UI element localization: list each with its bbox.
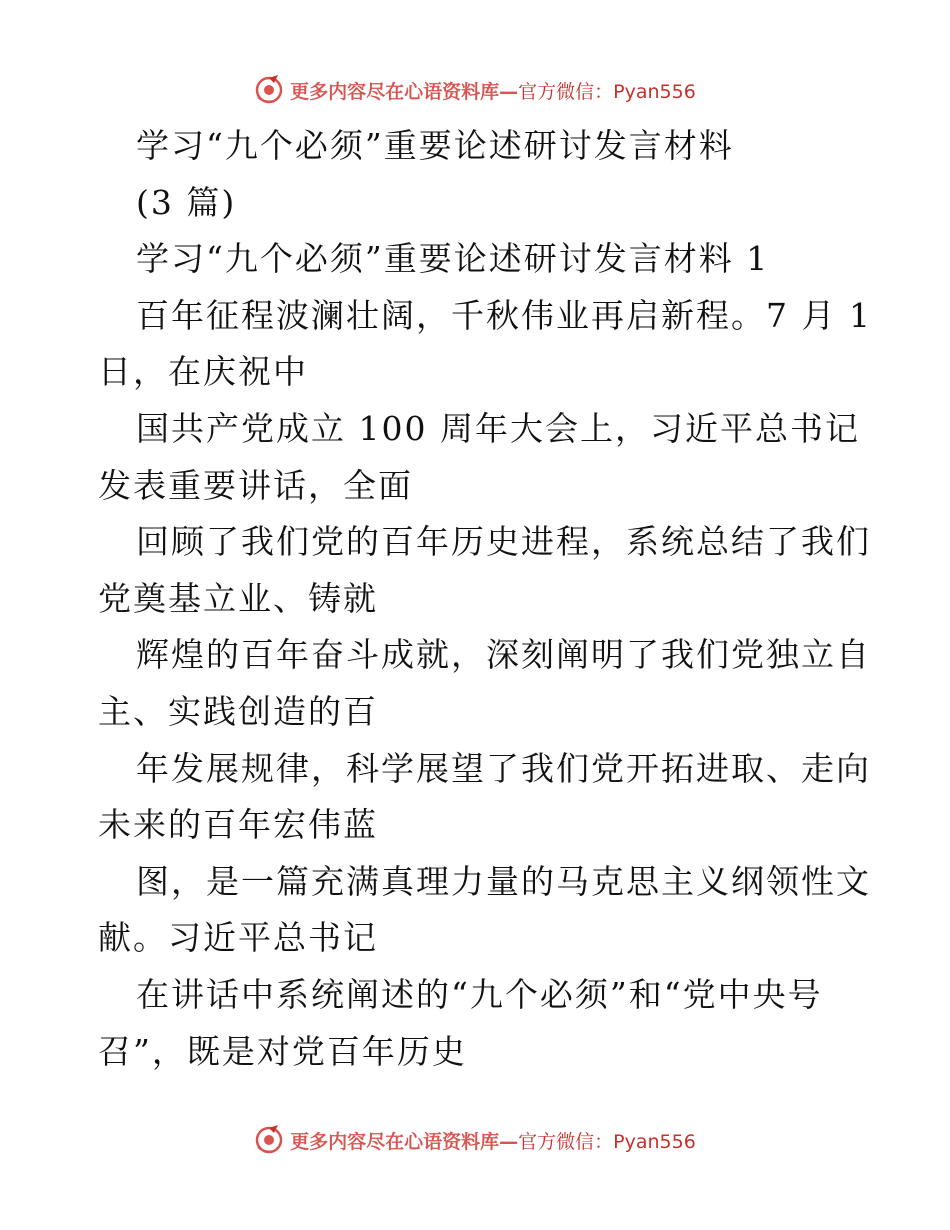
doc-line: 发表重要讲话，全面 (98, 465, 413, 505)
footer-banner (0, 1120, 950, 1160)
doc-line: 日，在庆祝中 (98, 352, 308, 392)
doc-line: 回顾了我们党的百年历史进程，系统总结了我们 (136, 522, 871, 562)
doc-line: 图，是一篇充满真理力量的马克思主义纲领性文 (136, 861, 871, 901)
doc-line: 百年征程波澜壮阔，千秋伟业再启新程。7 月 1 (136, 295, 872, 335)
doc-line: 国共产党成立 100 周年大会上，习近平总书记 (136, 408, 860, 448)
doc-line: 献。习近平总书记 (98, 918, 378, 958)
doc-line: 主、实践创造的百 (98, 691, 378, 731)
footer-banner-text: 更多内容尽在心语资料库—官方微信：Pyan556 (290, 1130, 696, 1153)
doc-line: 在讲话中系统阐述的“九个必须”和“党中央号 (136, 974, 823, 1014)
doc-line: 年发展规律，科学展望了我们党开拓进取、走向 (136, 748, 871, 788)
doc-line: 辉煌的百年奋斗成就，深刻阐明了我们党独立自 (136, 635, 871, 675)
logo-icon (254, 75, 284, 105)
doc-line: (3 篇) (136, 182, 237, 222)
doc-line: 学习“九个必须”重要论述研讨发言材料 (136, 126, 734, 165)
header-banner (0, 70, 950, 110)
doc-line: 学习“九个必须”重要论述研讨发言材料 1 (136, 239, 770, 279)
header-wechat-text: 官方微信：Pyan556 (518, 80, 696, 103)
footer-wechat-text: 官方微信：Pyan556 (518, 1130, 696, 1153)
header-banner-text: 更多内容尽在心语资料库—官方微信：Pyan556 (290, 80, 696, 103)
document-body (98, 118, 872, 1080)
doc-line: 未来的百年宏伟蓝 (98, 805, 378, 845)
logo-icon (254, 1125, 284, 1155)
doc-line: 召”，既是对党百年历史 (98, 1031, 467, 1071)
doc-line: 党奠基立业、铸就 (98, 578, 378, 618)
